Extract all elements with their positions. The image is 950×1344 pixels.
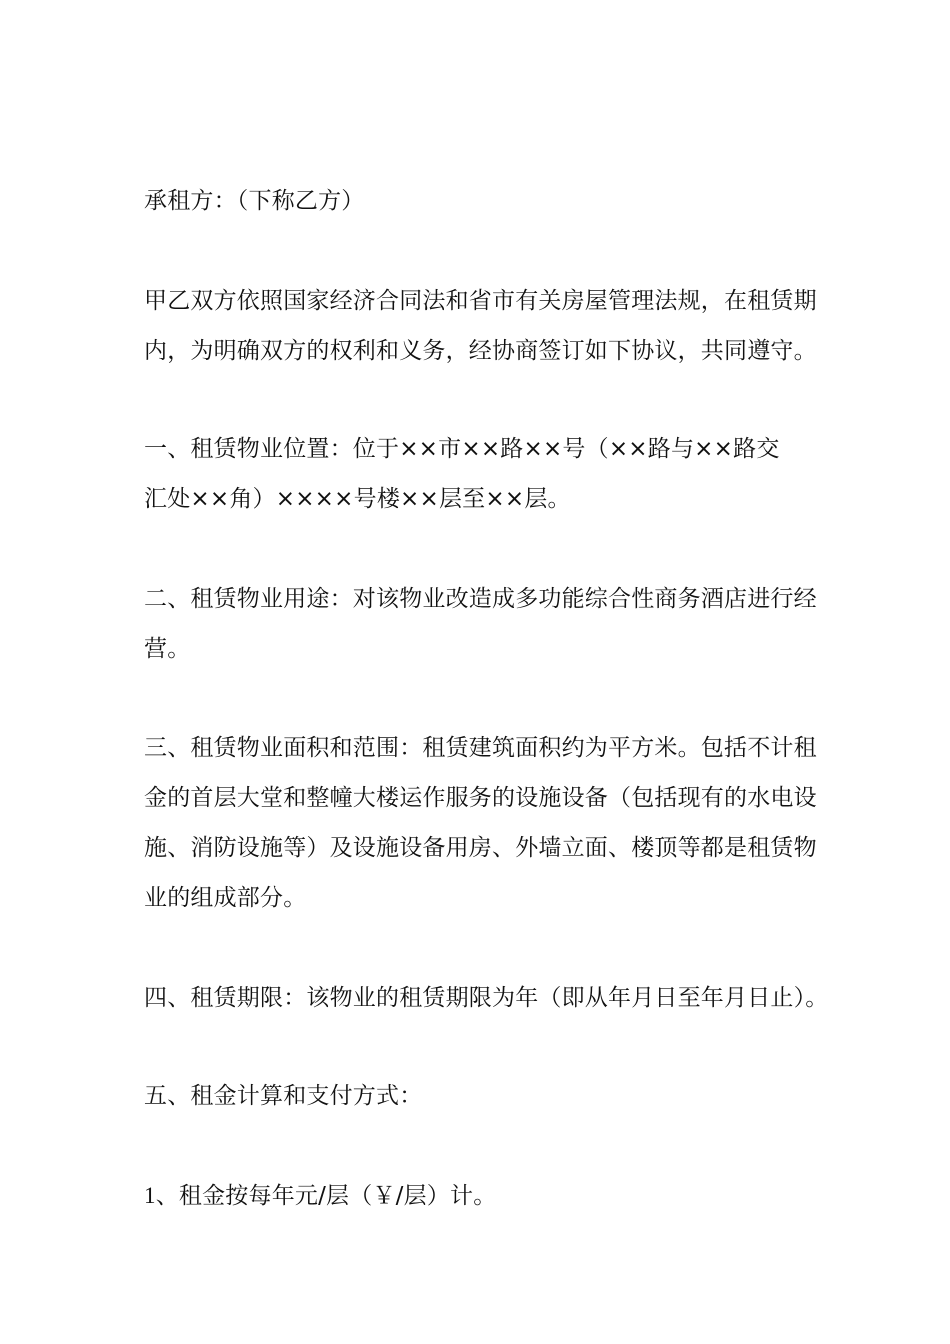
intro-paragraph xyxy=(144,276,817,376)
intro-line-2: 内，为明确双方的权利和义务，经协商签订如下协议，共同遵守。 xyxy=(144,338,817,364)
section-3-line-1: 三、租赁物业面积和范围：租赁建筑面积约为平方米。包括不计租 xyxy=(144,735,817,761)
section-3-line-3: 施、消防设施等）及设施设备用房、外墙立面、楼顶等都是租赁物 xyxy=(144,835,817,861)
section-2-line-2: 营。 xyxy=(144,636,191,662)
section-1-line-2: 汇处××角）××××号楼××层至××层。 xyxy=(144,486,571,512)
section-4-line-1: 四、租赁期限：该物业的租赁期限为年（即从年月日至年月日止）。 xyxy=(144,985,829,1011)
section-3-area-scope xyxy=(144,723,817,923)
section-5-rent-heading xyxy=(144,1071,814,1121)
item-text: 、租金按每年元/层（￥/层）计。 xyxy=(155,1183,497,1209)
section-5-line-1: 五、租金计算和支付方式： xyxy=(144,1083,423,1109)
section-2-line-1: 二、租赁物业用途：对该物业改造成多功能综合性商务酒店进行经 xyxy=(144,586,817,612)
lessee-line-text: 承租方：（下称乙方） xyxy=(144,188,365,214)
section-5-item-1 xyxy=(144,1171,814,1221)
item-number: 1 xyxy=(144,1183,156,1208)
section-5-item-1-line xyxy=(144,1171,814,1221)
section-3-line-2: 金的首层大堂和整幢大楼运作服务的设施设备（包括现有的水电设 xyxy=(144,785,817,811)
section-2-usage xyxy=(144,574,817,674)
intro-line-1: 甲乙双方依照国家经济合同法和省市有关房屋管理法规，在租赁期 xyxy=(144,288,817,314)
section-3-line-4: 业的组成部分。 xyxy=(144,885,307,911)
section-1-line-1: 一、租赁物业位置：位于××市××路××号（××路与××路交 xyxy=(144,436,780,462)
lessee-line xyxy=(144,176,814,226)
section-1-location xyxy=(144,424,814,524)
section-4-term xyxy=(144,973,829,1023)
